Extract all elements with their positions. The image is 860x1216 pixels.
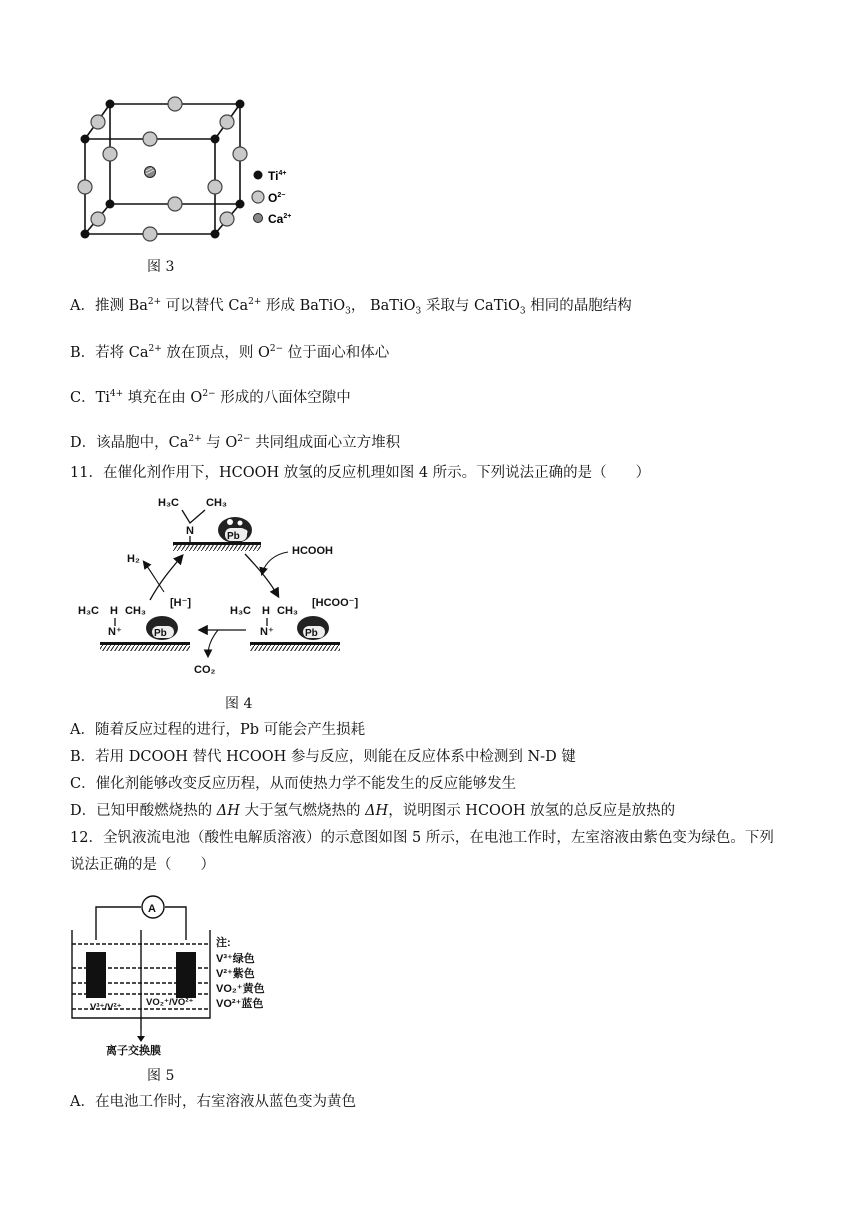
left-electrode — [86, 952, 106, 998]
q10-option-c: C．$Ti^{4+}$ 填充在由 $O^{2-}$ 形成的八面体空隙中 — [70, 389, 351, 406]
svg-text:HCOOH: HCOOH — [292, 545, 333, 557]
q11-option-c: C．催化剂能够改变反应历程，从而使热力学不能发生的反应能够发生 — [70, 776, 517, 792]
svg-text:VO₂⁺黄色: VO₂⁺黄色 — [216, 983, 265, 995]
figure-5-battery — [70, 890, 290, 1060]
svg-text:VO₂⁺/VO²⁺: VO₂⁺/VO²⁺ — [146, 997, 194, 1008]
svg-text:CH₃: CH₃ — [277, 605, 298, 617]
svg-text:H: H — [110, 605, 118, 617]
figure-5-caption: 图 5 — [147, 1068, 175, 1084]
svg-text:H₃C: H₃C — [230, 605, 251, 617]
q10-option-b: B．若将 $Ca^{2+}$ 放在顶点，则 $O^{2-}$ 位于面心和体心 — [70, 344, 390, 361]
svg-text:O2−: $O^{2-}$ — [268, 191, 286, 205]
o-legend-icon — [252, 191, 264, 203]
q12-stem-line1: 12．全钒液流电池（酸性电解质溶液）的示意图如图 5 所示，在电池工作时，左室溶液由紫色变为绿色。下列 — [70, 830, 774, 846]
svg-text:[HCOO⁻]: [HCOO⁻] — [312, 597, 359, 609]
svg-text:N⁺: N⁺ — [260, 626, 274, 638]
q12-stem-line2: 说法正确的是（ ） — [70, 857, 215, 873]
q12-option-a: A．在电池工作时，右室溶液从蓝色变为黄色 — [70, 1094, 356, 1110]
svg-text:H: H — [262, 605, 270, 617]
ca-legend-icon — [254, 214, 263, 223]
legend-o: O — [268, 191, 278, 205]
q11-stem: 11．在催化剂作用下，HCOOH 放氢的反应机理如图 4 所示。下列说法正确的是（ ） — [70, 465, 651, 481]
svg-text:A: A — [148, 903, 156, 915]
svg-text:H₃C: H₃C — [158, 497, 179, 509]
ti-legend-icon — [254, 171, 263, 180]
q11-option-b: B．若用 DCOOH 替代 HCOOH 参与反应，则能在反应体系中检测到 N-D 键 — [70, 749, 576, 765]
svg-text:离子交换膜: 离子交换膜 — [106, 1045, 161, 1057]
q10-option-d: D．该晶胞中，$Ca^{2+}$ 与 $O^{2-}$ 共同组成面心立方堆积 — [70, 434, 401, 451]
svg-text:V²⁺紫色: V²⁺紫色 — [216, 968, 255, 980]
figure-4-caption: 图 4 — [225, 696, 253, 712]
svg-text:[H⁻]: [H⁻] — [170, 597, 192, 609]
q11-option-a: A．随着反应过程的进行，Pb 可能会产生损耗 — [70, 722, 366, 738]
q10-option-a: A．推测 $Ba^{2+}$ 可以替代 $Ca^{2+}$ 形成 BaTiO$_3$， BaTiO$_3$ 采取与 CaTiO$_3$ 相同的晶胞结构 — [70, 297, 632, 317]
figure-3-caption: 图 3 — [147, 259, 175, 275]
figure-4-mechanism — [70, 490, 380, 685]
q11-option-d: D．已知甲酸燃烧热的 ΔH 大于氢气燃烧热的 ΔH，说明图示 HCOOH 放氢的总反应是放热的 — [70, 803, 676, 819]
svg-text:V³⁺绿色: V³⁺绿色 — [216, 953, 255, 965]
svg-text:Ca2+: $Ca^{2+}$ — [268, 212, 292, 226]
svg-text:Pb: Pb — [305, 628, 318, 639]
svg-text:H₂: H₂ — [127, 553, 140, 565]
svg-text:注:: 注: — [216, 937, 231, 949]
svg-text:N: N — [186, 525, 194, 537]
svg-text:CH₃: CH₃ — [125, 605, 146, 617]
right-electrode — [176, 952, 196, 998]
legend-ca: Ca — [268, 212, 284, 226]
svg-text:CO₂: CO₂ — [194, 664, 216, 676]
svg-text:N⁺: N⁺ — [108, 626, 122, 638]
svg-text:H₃C: H₃C — [78, 605, 99, 617]
svg-text:VO²⁺蓝色: VO²⁺蓝色 — [216, 998, 264, 1010]
legend-ti: Ti — [268, 169, 279, 183]
figure-3-crystal-cell — [70, 92, 290, 247]
svg-text:Pb: Pb — [154, 628, 167, 639]
svg-text:Pb: Pb — [227, 531, 240, 542]
svg-text:CH₃: CH₃ — [206, 497, 227, 509]
svg-text:V³⁺/V²⁺: V³⁺/V²⁺ — [90, 1002, 122, 1013]
svg-text:Ti4+: $Ti^{4+}$ — [268, 169, 287, 183]
